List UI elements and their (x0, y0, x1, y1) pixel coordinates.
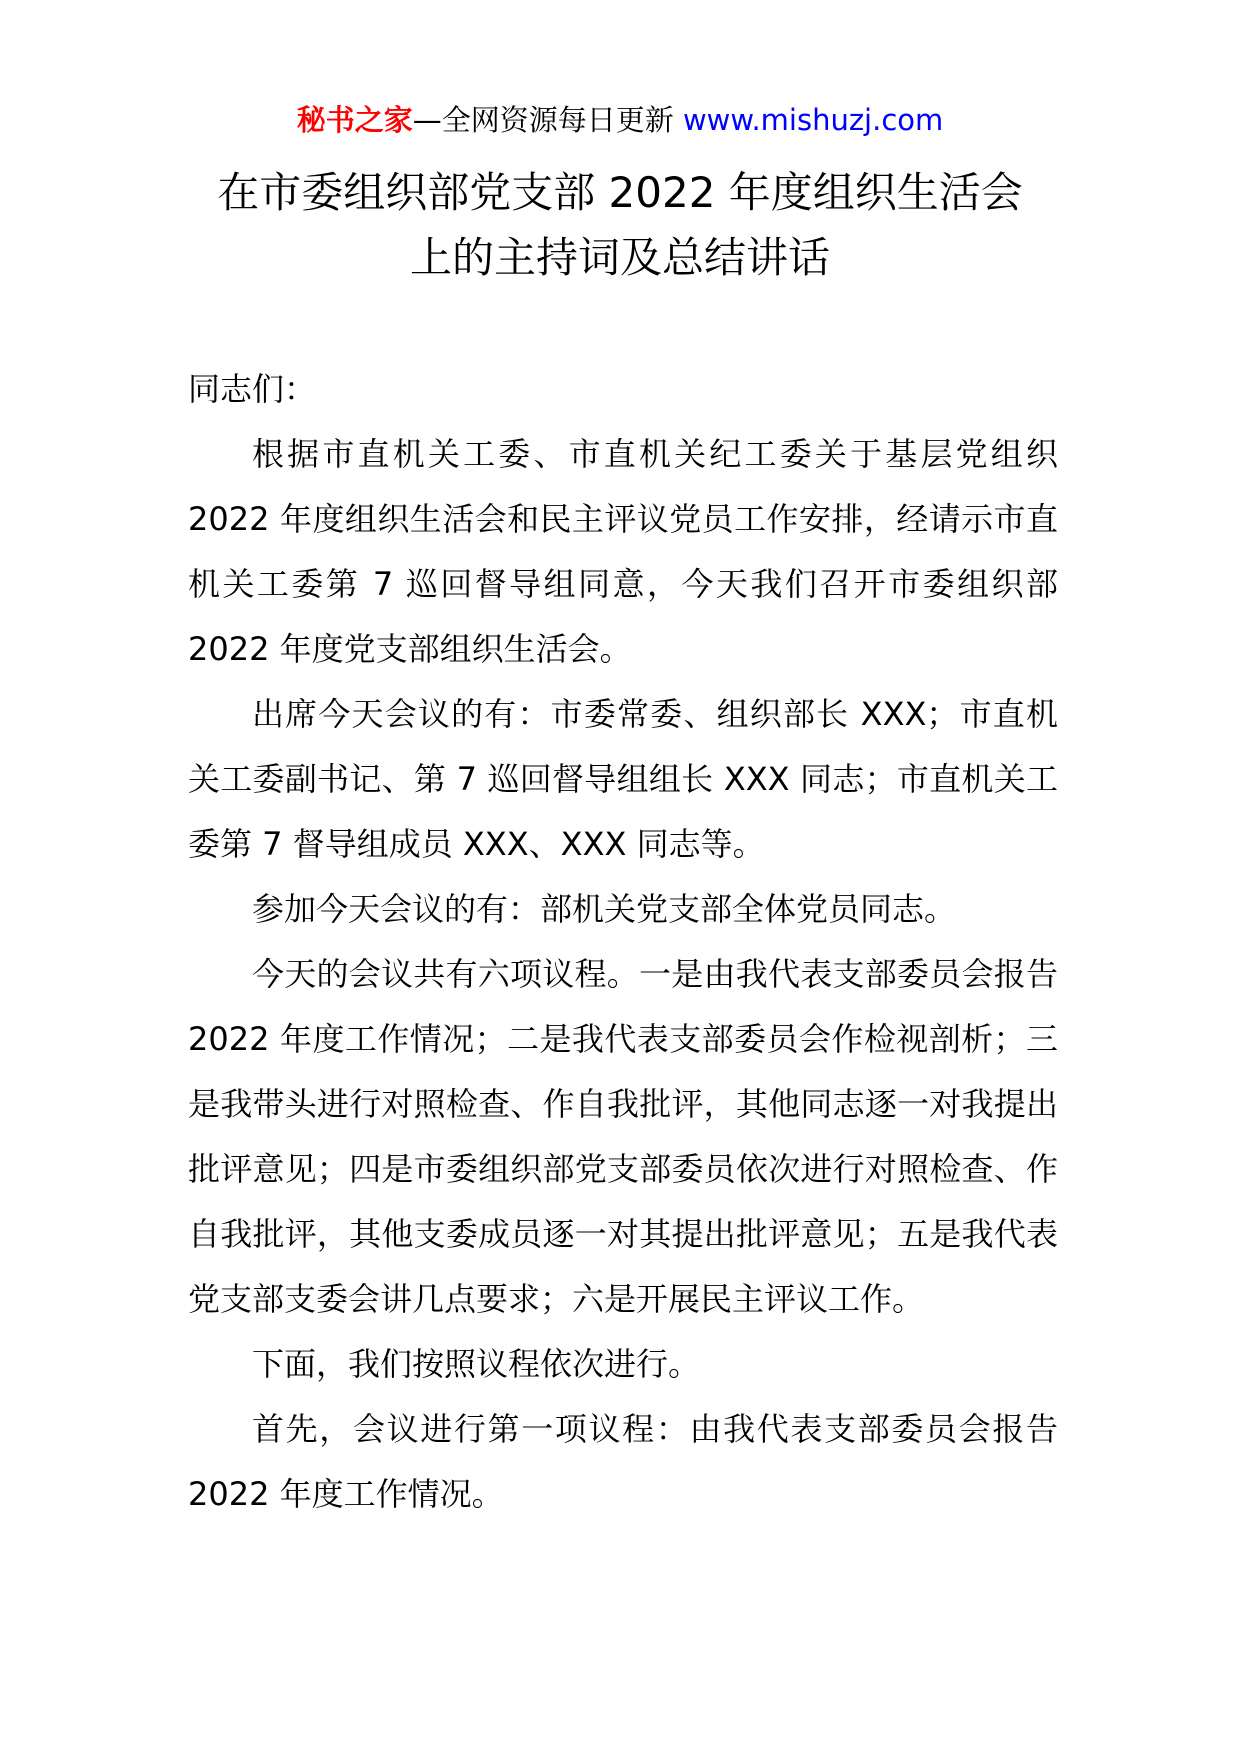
title-line: 上的主持词及总结讲话 (409, 233, 830, 282)
document-body (188, 357, 1058, 1527)
site-url: www.mishuzj.com (682, 103, 944, 137)
document-title (180, 160, 1060, 290)
salutation: 同志们： (188, 370, 317, 408)
paragraph: 根据市直机关工委、市直机关纪工委关于基层党组织 2022 年度组织生活会和民主评议党员工作安排，经请示市直机关工委第 7 巡回督导组同意，今天我们召开市委组织部 2022 年度党支部组织生活会。 (188, 435, 1058, 668)
header-tagline: —全网资源每日更新 (412, 103, 683, 137)
title-line: 在市委组织部党支部 2022 年度组织生活会 (217, 168, 1023, 217)
site-header (0, 100, 1240, 140)
brand-name: 秘书之家 (296, 103, 413, 137)
paragraph: 首先，会议进行第一项议程：由我代表支部委员会报告 2022 年度工作情况。 (188, 1410, 1058, 1513)
paragraph: 今天的会议共有六项议程。一是由我代表支部委员会报告 2022 年度工作情况；二是我代表支部委员会作检视剖析；三是我带头进行对照检查、作自我批评，其他同志逐一对我提出批评意见；四是市委组织部党支部委员依次进行对照检查、作自我批评，其他支委成员逐一对其提出批评意见；五是我代表党支部支委会讲几点要求；六是开展民主评议工作。 (188, 955, 1058, 1318)
paragraph: 下面，我们按照议程依次进行。 (252, 1345, 701, 1383)
paragraph: 出席今天会议的有：市委常委、组织部长 XXX；市直机关工委副书记、第 7 巡回督导组组长 XXX 同志；市直机关工委第 7 督导组成员 XXX、XXX 同志等。 (188, 695, 1058, 863)
paragraph: 参加今天会议的有：部机关党支部全体党员同志。 (252, 890, 957, 928)
